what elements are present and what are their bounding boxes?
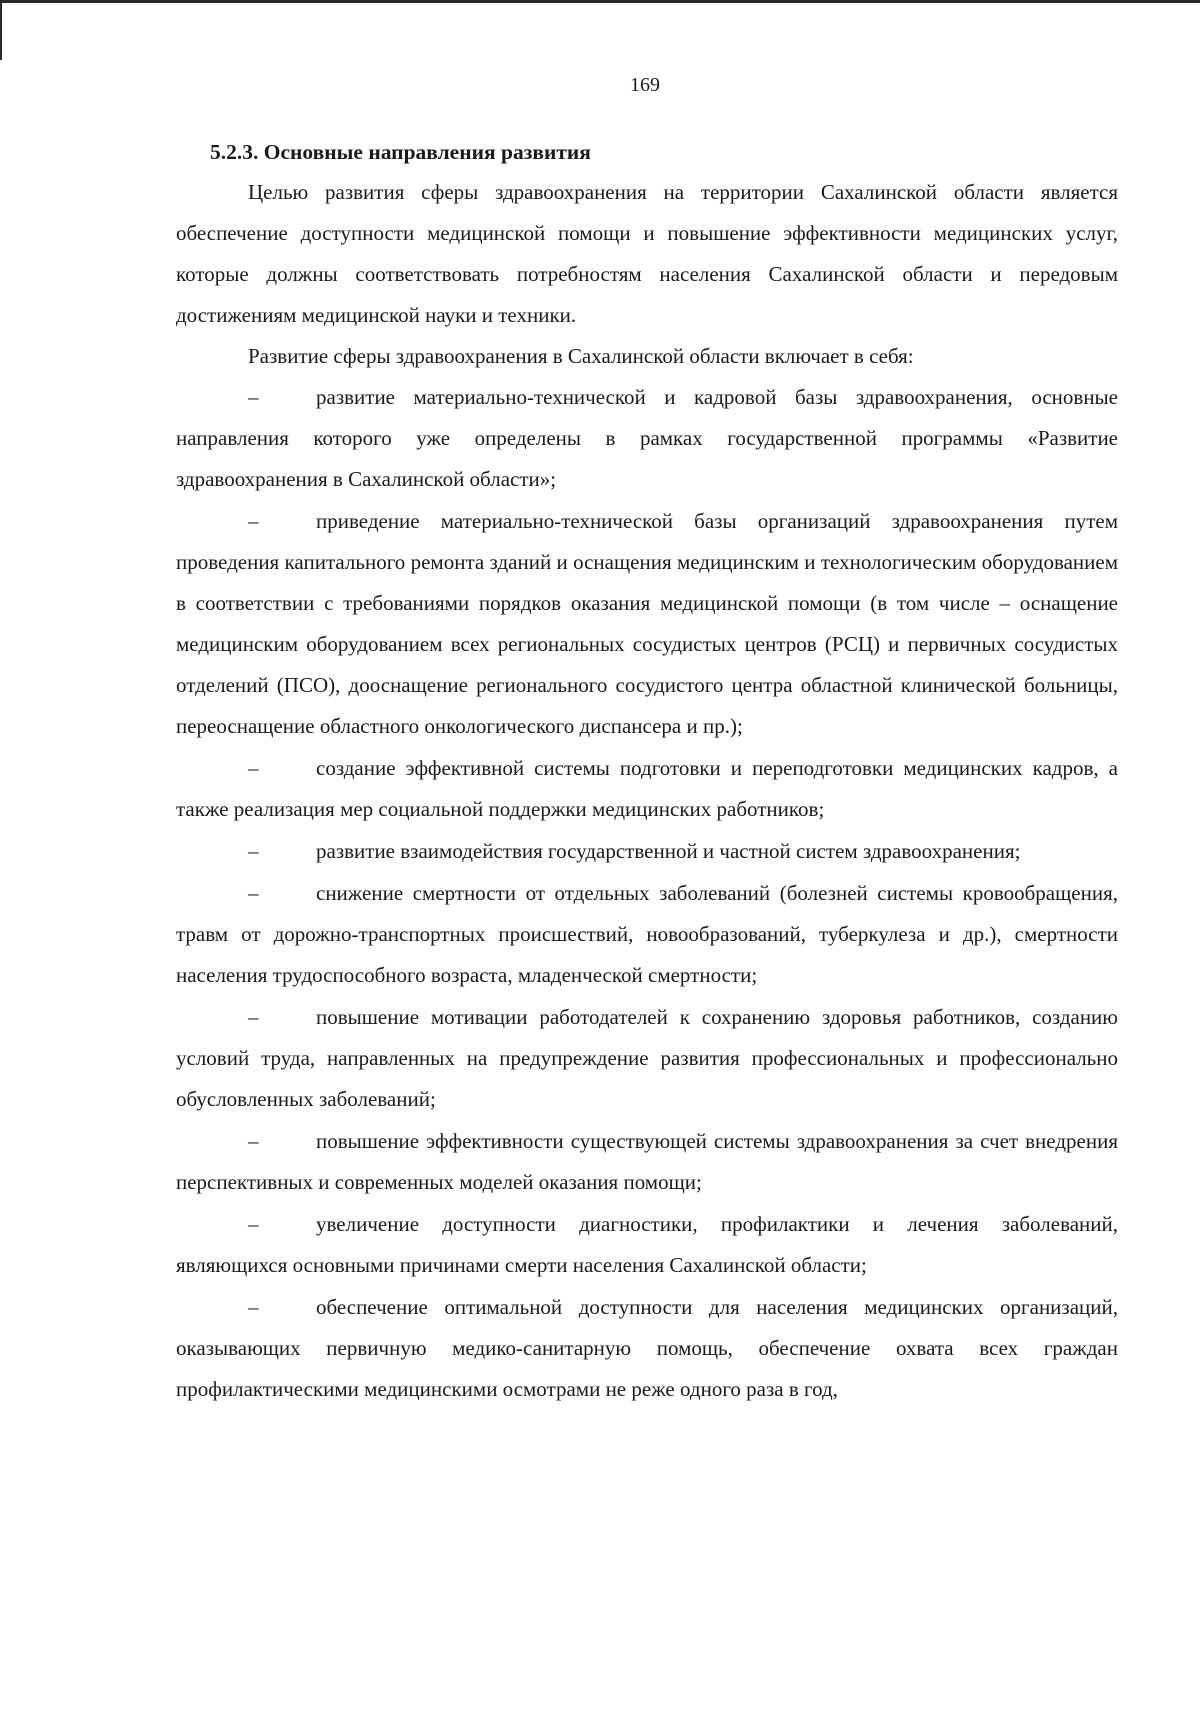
list-dash: –	[248, 509, 259, 533]
list-dash: –	[248, 881, 259, 905]
list-item-text: повышение мотивации работодателей к сохранению здоровья работников, созданию условий труда, направленных на предупреждение развития профессиональных и профессионально обусловленных заболеваний;	[176, 1005, 1118, 1111]
bullet-list	[176, 377, 1118, 1410]
list-item-text: повышение эффективности существующей системы здравоохранения за счет внедрения перспективных и современных моделей оказания помощи;	[176, 1129, 1118, 1194]
section-heading: 5.2.3. Основные направления развития	[210, 140, 591, 164]
scan-border-top	[0, 0, 1200, 3]
list-item-text: развитие взаимодействия государственной и частной систем здравоохранения;	[316, 839, 1021, 863]
list-item	[176, 831, 1118, 872]
list-dash: –	[248, 839, 259, 863]
list-item-text: приведение материально-технической базы организаций здравоохранения путем проведения капитального ремонта зданий и оснащения медицинским и технологическим оборудованием в соответствии с требованиями порядков оказания медицинской помощи (в том числе – оснащение медицинским оборудованием всех региональных сосудистых центров (РСЦ) и первичных сосудистых отделений (ПСО), дооснащение регионального сосудистого центра областной клинической больницы, переоснащение областного онкологического диспансера и пр.);	[176, 509, 1118, 738]
list-item	[176, 501, 1118, 747]
list-item	[176, 377, 1118, 500]
list-dash: –	[248, 385, 259, 409]
list-item	[176, 873, 1118, 996]
intro-paragraph: Развитие сферы здравоохранения в Сахалинской области включает в себя:	[248, 344, 914, 368]
list-item-text: снижение смертности от отдельных заболеваний (болезней системы кровообращения, травм от дорожно-транспортных происшествий, новообразований, туберкулеза и др.), смертности населения трудоспособного возраста, младенческой смертности;	[176, 881, 1118, 987]
intro-paragraph: Целью развития сферы здравоохранения на территории Сахалинской области является обеспечение доступности медицинской помощи и повышение эффективности медицинских услуг, которые должны соответствовать потребностям населения Сахалинской области и передовым достижениям медицинской науки и техники.	[176, 180, 1118, 327]
page-number: 169	[630, 74, 660, 96]
list-item	[176, 1204, 1118, 1286]
list-item-text: создание эффективной системы подготовки и переподготовки медицинских кадров, а также реализация мер социальной поддержки медицинских работников;	[176, 756, 1118, 821]
list-item-text: обеспечение оптимальной доступности для населения медицинских организаций, оказывающих первичную медико-санитарную помощь, обеспечение охвата всех граждан профилактическими медицинскими осмотрами не реже одного раза в год,	[176, 1295, 1118, 1401]
list-item	[176, 1287, 1118, 1410]
list-dash: –	[248, 1005, 259, 1029]
list-dash: –	[248, 1295, 259, 1319]
list-dash: –	[248, 1212, 259, 1236]
list-item	[176, 1121, 1118, 1203]
list-item-text: развитие материально-технической и кадровой базы здравоохранения, основные направления которого уже определены в рамках государственной программы «Развитие здравоохранения в Сахалинской области»;	[176, 385, 1118, 491]
list-item-text: увеличение доступности диагностики, профилактики и лечения заболеваний, являющихся основными причинами смерти населения Сахалинской области;	[176, 1212, 1118, 1277]
list-item	[176, 997, 1118, 1120]
list-dash: –	[248, 1129, 259, 1153]
list-item	[176, 748, 1118, 830]
scan-border-left	[0, 0, 2, 60]
list-dash: –	[248, 756, 259, 780]
document-page	[176, 132, 1118, 1410]
